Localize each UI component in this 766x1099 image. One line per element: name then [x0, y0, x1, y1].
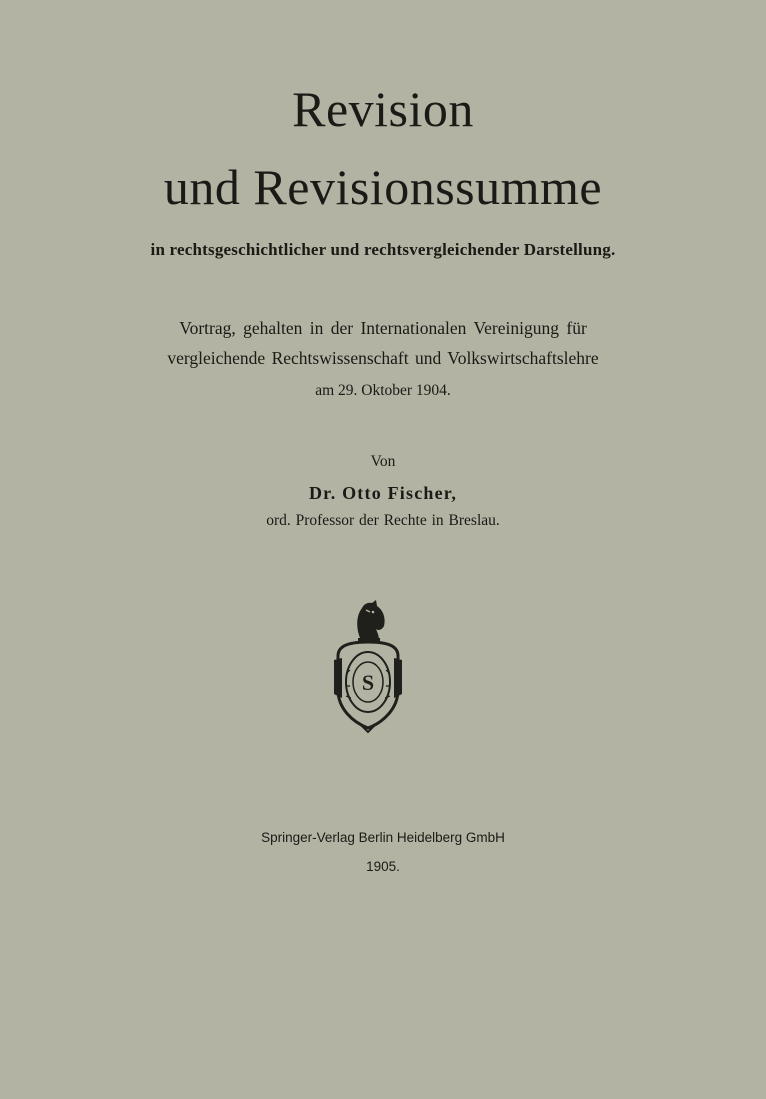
lecture-date: am 29. Oktober 1904.	[315, 382, 451, 399]
lecture-line-2: vergleichende Rechtswissenschaft und Volkswirtschaftslehre	[167, 348, 599, 368]
byline-von: Von	[370, 453, 396, 470]
subtitle: in rechtsgeschichtlicher und rechtsvergleichender Darstellung.	[150, 240, 616, 259]
lecture-line-1: Vortrag, gehalten in der Internationalen Vereinigung für	[179, 318, 587, 338]
author-affiliation: ord. Professor der Rechte in Breslau.	[266, 512, 500, 529]
title-line-1: Revision	[292, 81, 474, 137]
title-line-2: und Revisionssumme	[163, 159, 603, 215]
emblem-monogram: S	[361, 670, 375, 695]
author-name: Dr. Otto Fischer,	[308, 483, 458, 503]
publication-year: 1905.	[366, 859, 400, 874]
springer-knight-emblem-icon	[330, 598, 406, 734]
publisher-name: Springer-Verlag Berlin Heidelberg GmbH	[261, 830, 505, 845]
